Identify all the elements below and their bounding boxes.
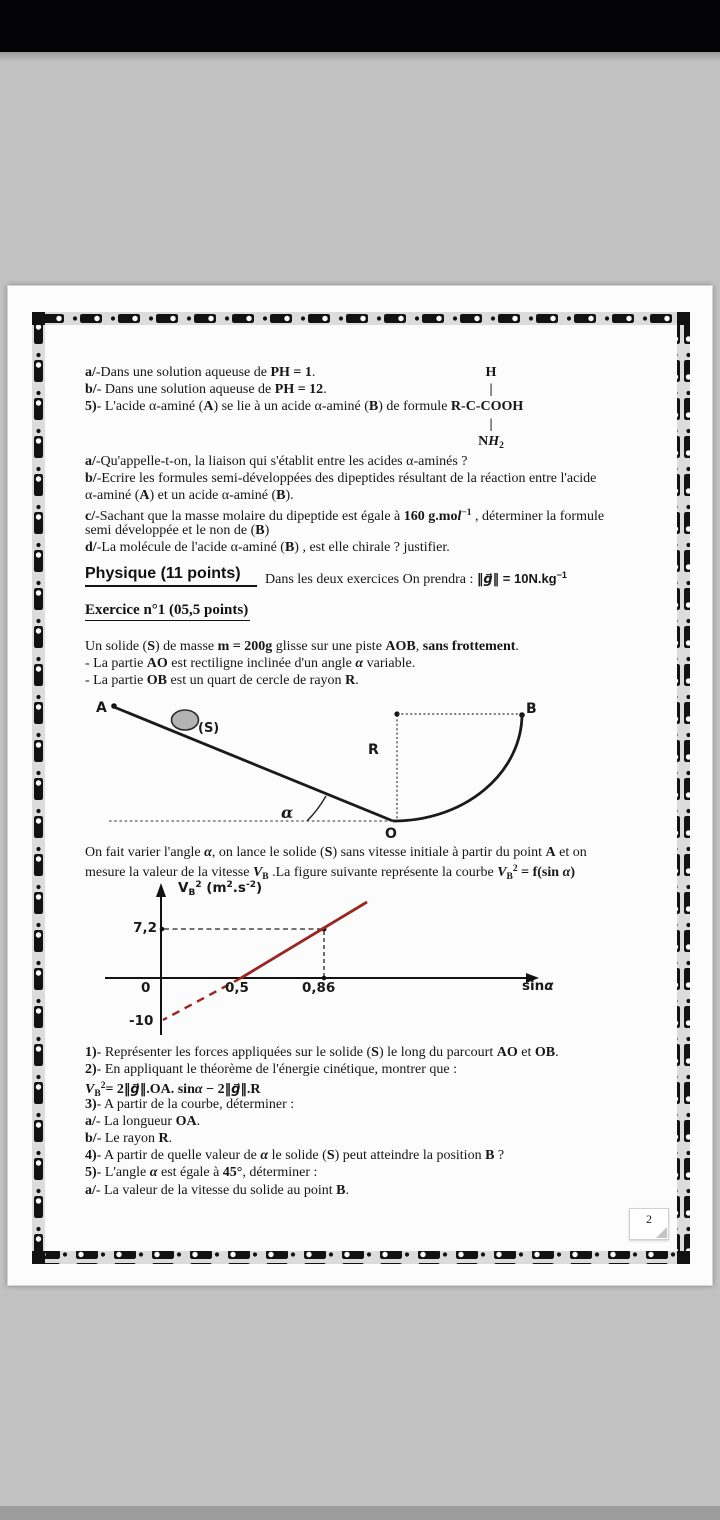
border-corner-tr [677,312,690,325]
border-bottom [32,1251,690,1264]
formula-spacer [464,398,518,415]
text-line: 2)- En appliquant le théorème de l'énergie cinétique, montrer que : [85,1062,457,1078]
angle-arc [307,796,326,821]
amino-acid-formula [464,364,518,450]
text-line: 5)- L'angle α est égale à 45°, déterminer : [85,1165,318,1181]
tick-72-dot [160,927,165,932]
label-s: (S) [198,721,220,736]
exercise-intro [85,638,653,690]
experiment-description [85,844,653,883]
graph-tick-7-2: 7,2 [133,920,157,936]
formula-h: H [485,365,497,380]
page-corner-fold-icon [656,1227,667,1238]
velocity-graph [101,879,579,1043]
status-bar [0,0,720,52]
chemistry-questions [85,453,653,556]
text-line: 5)- L'acide α-aminé (A) se lie à un acide α-aminé (B) de formule R-C-COOH [85,399,524,415]
text-line: b/- Dans une solution aqueuse de PH = 12. [85,382,327,398]
velocity-graph-svg [101,879,579,1043]
quarter-circle-arc [393,714,522,821]
graph-x-label: sinα [522,978,554,994]
text-line: $V_B^2=$ 2‖g⃗‖.OA. sinα − 2‖g⃗‖.R [85,1081,261,1100]
formula-bond: | [489,382,493,398]
incline-line [114,707,393,821]
track-figure [91,693,646,839]
text-line: a/- La valeur de la vitesse du solide au point B. [85,1182,349,1198]
document-page[interactable] [7,285,713,1286]
physics-section-title: Physique (11 points) [85,565,257,587]
border-right [677,312,690,1264]
page-number-badge [629,1208,669,1240]
track-figure-svg [91,693,646,839]
status-bar-shadow [0,52,720,62]
text-line: semi développée et le non de (B) [85,522,270,538]
text-line: a/-Dans une solution aqueuse de PH = 1. [85,365,316,380]
page-number: 2 [646,1212,652,1226]
chemistry-intro [85,364,653,416]
graph-tick-0-86: 0,86 [302,980,336,996]
text-line: b/-Ecrire les formules semi-développées des dipeptides résultant de la réaction entre l'acide [85,471,597,487]
text-line: a/-Qu'appelle-t-on, la liaison qui s'établit entre les acides α-aminés ? [85,454,468,469]
border-corner-tl [32,312,45,325]
text-line: Un solide (S) de masse m = 200g glisse sur une piste AOB, sans frottement. [85,639,519,654]
label-o: O [385,826,397,839]
y-axis-arrow [156,883,166,897]
text-line: d/-La molécule de l'acide α-aminé (B) , est elle chirale ? justifier. [85,539,450,555]
border-left [32,312,45,1264]
solid-ellipse [172,710,199,730]
text-line: 4)- A partir de quelle valeur de α le solide (S) peut atteindre la position B ? [85,1148,505,1164]
graph-tick-0-5: 0,5 [225,980,249,996]
border-corner-bl [32,1251,45,1264]
formula-nh2: $NH_2$ [478,433,504,451]
exercise-questions [85,1044,653,1199]
exercise-title: Exercice n°1 (05,5 points) [85,602,250,621]
label-b: B [526,701,537,717]
physics-section-note: Dans les deux exercices On prendra : ‖g⃗‖ = $10N.kg^{-1}$ [265,570,567,587]
text-line: 3)- A partir de la courbe, déterminer : [85,1096,295,1112]
formula-bond: | [489,416,493,432]
graph-tick-0: 0 [141,980,151,996]
border-top [32,312,690,325]
text-line: c/-Sachant que la masse molaire du dipeptide est égale à 160 g.mol$^{-1}$ , déterminer la formule [85,507,605,524]
text-line: - La partie AO est rectiligne inclinée d'un angle α variable. [85,656,416,672]
text-line: a/- La longueur OA. [85,1113,201,1129]
graph-tick-minus10: -10 [129,1013,154,1029]
text-line: On fait varier l'angle α, on lance le solide (S) sans vitesse initiale à partir du point A et on [85,845,587,860]
curve-solid-segment [241,902,367,978]
border-corner-br [677,1251,690,1264]
text-line: b/- Le rayon R. [85,1130,173,1146]
label-a: A [96,700,107,716]
text-line: 1)- Représenter les forces appliquées sur le solide (S) le long du parcourt AO et OB. [85,1045,559,1060]
text-line: α-aminé (A) et un acide α-aminé (B). [85,488,294,504]
text-line: mesure la valeur de la vitesse $V_B$ .La figure suivante représente la courbe $V_B^2 = f(\sin$ α) [85,864,575,883]
label-r: R [368,742,379,758]
graph-y-label: $V_B^2$ $(m^2.s^{-2})$ [178,880,263,898]
label-alpha: α [281,803,294,822]
bottom-bar [0,1506,720,1520]
text-line: - La partie OB est un quart de cercle de rayon R. [85,673,359,689]
